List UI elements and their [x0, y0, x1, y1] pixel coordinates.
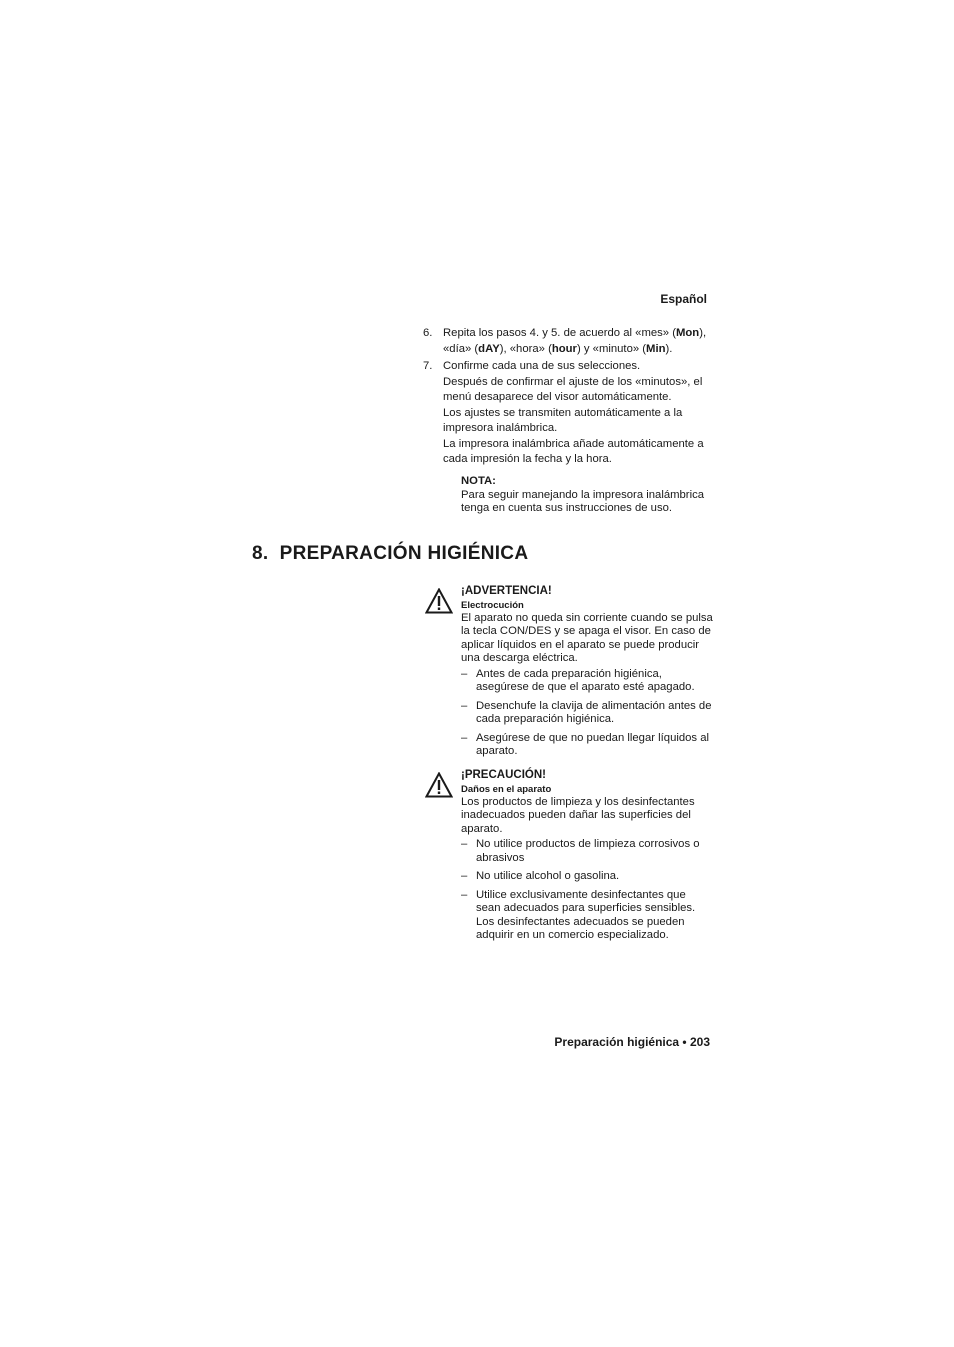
list-item: [461, 700, 713, 727]
keyword-mon: Mon: [675, 327, 700, 339]
step-paragraph: Los ajustes se transmiten automáticamente a la impresora inalámbrica.: [443, 406, 683, 434]
dash: –: [461, 667, 468, 680]
list-item-text: No utilice productos de limpieza corrosivos o abrasivos: [476, 838, 700, 864]
step-text-part: ) y «minuto» (: [576, 342, 647, 355]
note-title: NOTA:: [461, 475, 496, 487]
caution-title: ¡PRECAUCIÓN!: [461, 769, 546, 781]
step-text-part: Repita los pasos 4. y 5. de acuerdo al «mes» (: [443, 327, 676, 339]
steps-list: [423, 326, 713, 468]
dash: –: [461, 870, 468, 882]
warning-triangle-icon: [425, 588, 453, 614]
warning-bullets: [461, 668, 713, 759]
warning-triangle-icon: [425, 772, 453, 798]
list-item: [461, 889, 713, 943]
language-label: Español: [660, 292, 707, 306]
caution-text: Los productos de limpieza y los desinfectantes inadecuados pueden dañar las superficies del aparato.: [461, 795, 695, 835]
step-number: 7.: [423, 360, 433, 372]
caution-bullets: [461, 838, 713, 943]
note-block: [461, 475, 713, 516]
warning-subtitle: Electrocución: [461, 599, 524, 611]
list-item-text: Asegúrese de que no puedan llegar líquidos al aparato.: [476, 731, 710, 757]
page-footer: Preparación higiénica • 203: [554, 1035, 710, 1049]
step-text: [443, 326, 713, 357]
list-item-text: Utilice exclusivamente desinfectantes que sean adecuados para superficies sensibles. Los desinfectantes adecuados se pueden adquirir en un comercio especializado.: [476, 888, 696, 941]
list-item-text: Antes de cada preparación higiénica, asegúrese de que el aparato esté apagado.: [476, 667, 695, 693]
step-text-part: ), «hora» (: [499, 342, 552, 355]
list-item-text: No utilice alcohol o gasolina.: [476, 870, 620, 882]
step-paragraph: Confirme cada una de sus selecciones.: [443, 360, 641, 372]
warning-block: [461, 585, 713, 764]
note-text: Para seguir manejando la impresora inalámbrica tenga en cuenta sus instrucciones de uso.: [461, 488, 705, 514]
caution-block: [461, 769, 713, 948]
step-text-part: ).: [665, 342, 673, 355]
warning-text: El aparato no queda sin corriente cuando se pulsa la tecla CON/DES y se apaga el visor. En caso de aplicar líquidos en el aparato se puede producir una descarga eléctrica.: [461, 611, 713, 664]
dash: –: [461, 888, 468, 901]
step-text-part: ), «día» (: [443, 327, 707, 355]
warning-title: ¡ADVERTENCIA!: [461, 585, 552, 597]
dash: –: [461, 699, 468, 712]
dash: –: [461, 838, 468, 850]
keyword-hour: hour: [551, 342, 577, 355]
keyword-min: Min: [646, 342, 666, 355]
list-item: [461, 732, 713, 759]
step-paragraph: La impresora inalámbrica añade automáticamente a cada impresión la fecha y la hora.: [443, 437, 704, 465]
step-paragraph: Después de confirmar el ajuste de los «minutos», el menú desaparece del visor automáticamente.: [443, 375, 703, 403]
caution-subtitle: Daños en el aparato: [461, 783, 552, 795]
list-item: [461, 870, 713, 884]
list-item-text: Desenchufe la clavija de alimentación antes de cada preparación higiénica.: [476, 699, 712, 725]
step-6: [423, 326, 713, 357]
section-title: 8. PREPARACIÓN HIGIÉNICA: [252, 543, 529, 564]
step-body: [443, 359, 713, 468]
keyword-day: dAY: [478, 342, 500, 355]
list-item: [461, 668, 713, 695]
dash: –: [461, 731, 468, 744]
list-item: [461, 838, 713, 865]
step-7: [423, 359, 713, 468]
step-number: 6.: [423, 327, 433, 339]
